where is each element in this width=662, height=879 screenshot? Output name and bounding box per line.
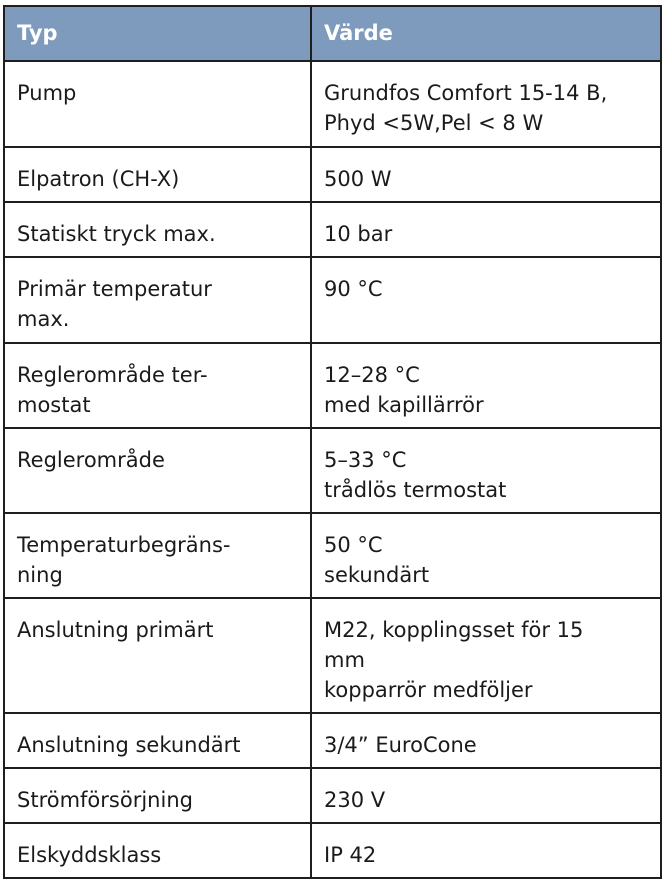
row-label: Elpatron (CH-X) bbox=[4, 147, 311, 202]
table-row bbox=[4, 343, 661, 428]
table-row bbox=[4, 202, 661, 257]
table-row bbox=[4, 823, 661, 878]
row-value: 50 °C sekundärt bbox=[311, 513, 661, 598]
table-row bbox=[4, 257, 661, 343]
table-row bbox=[4, 428, 661, 513]
row-label: Temperaturbegräns- ning bbox=[4, 513, 311, 598]
spec-table bbox=[3, 5, 662, 879]
row-label: Reglerområde ter- mostat bbox=[4, 343, 311, 428]
row-label: Statiskt tryck max. bbox=[4, 202, 311, 257]
row-label: Anslutning sekundärt bbox=[4, 713, 311, 768]
header-row bbox=[4, 6, 661, 61]
row-label: Strömförsörjning bbox=[4, 768, 311, 823]
table-row bbox=[4, 768, 661, 823]
row-value: 12–28 °C med kapillärrör bbox=[311, 343, 661, 428]
row-value: M22, kopplingsset för 15 mm kopparrör medföljer bbox=[311, 598, 661, 713]
row-label: Anslutning primärt bbox=[4, 598, 311, 713]
row-value: 230 V bbox=[311, 768, 661, 823]
row-value: 90 °C bbox=[311, 257, 661, 343]
table-row bbox=[4, 598, 661, 713]
table-row bbox=[4, 513, 661, 598]
header-value: Värde bbox=[311, 6, 661, 61]
table-row bbox=[4, 61, 661, 147]
header-type: Typ bbox=[4, 6, 311, 61]
row-label: Reglerområde bbox=[4, 428, 311, 513]
row-value: IP 42 bbox=[311, 823, 661, 878]
row-value: 500 W bbox=[311, 147, 661, 202]
row-value: 3/4” EuroCone bbox=[311, 713, 661, 768]
row-value: 5–33 °C trådlös termostat bbox=[311, 428, 661, 513]
row-label: Elskyddsklass bbox=[4, 823, 311, 878]
table-row bbox=[4, 147, 661, 202]
row-label: Pump bbox=[4, 61, 311, 147]
row-value: 10 bar bbox=[311, 202, 661, 257]
table-row bbox=[4, 713, 661, 768]
row-value: Grundfos Comfort 15-14 B, Phyd <5W,Pel < 8 W bbox=[311, 61, 661, 147]
row-label: Primär temperatur max. bbox=[4, 257, 311, 343]
